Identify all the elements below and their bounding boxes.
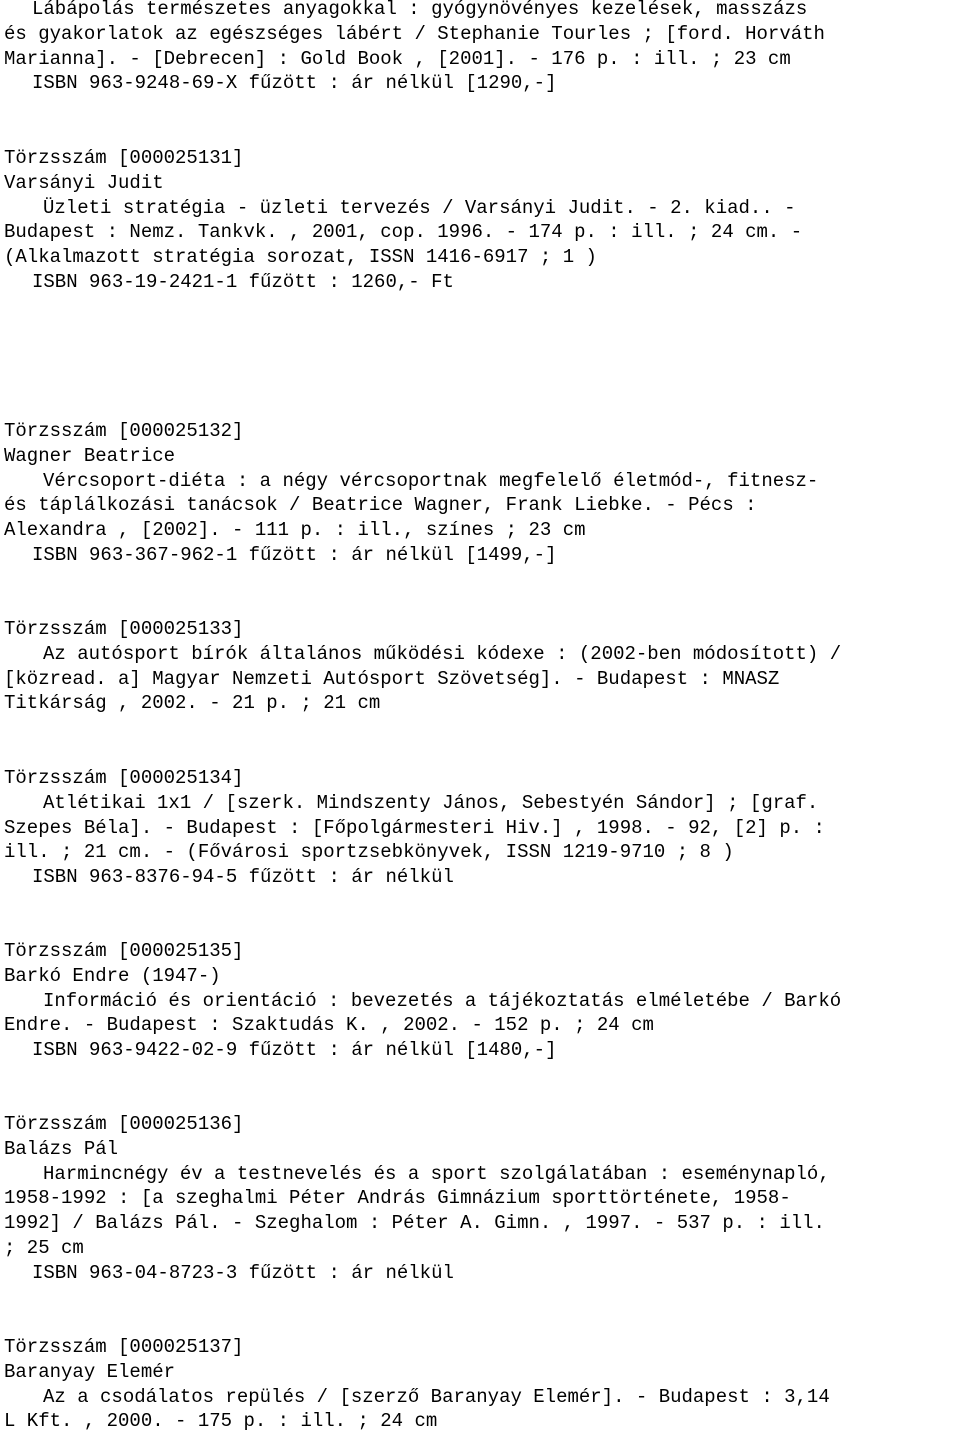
record-title-line: Az autósport bírók általános működési kódexe : (2002-ben módosított) / bbox=[43, 642, 842, 665]
record-torzsszam: Törzsszám [000025134] bbox=[4, 767, 244, 789]
record-line: és gyakorlatok az egészséges lábért / Stephanie Tourles ; [ford. Horváth bbox=[4, 22, 825, 45]
record-author: Balázs Pál bbox=[4, 1137, 119, 1160]
record-line: ill. ; 21 cm. - (Fővárosi sportzsebkönyvek, ISSN 1219-9710 ; 8 ) bbox=[4, 841, 734, 864]
record-title-line: Az a csodálatos repülés / [szerző Baranyay Elemér]. - Budapest : 3,14 bbox=[43, 1385, 830, 1408]
record-author: Barkó Endre (1947-) bbox=[4, 964, 221, 987]
catalog-record bbox=[4, 0, 960, 96]
record-title-line: Lábápolás természetes anyagokkal : gyógynövényes kezelések, masszázs bbox=[32, 0, 808, 20]
record-line: [közread. a] Magyar Nemzeti Autósport Szövetség]. - Budapest : MNASZ bbox=[4, 667, 780, 690]
record-author: Wagner Beatrice bbox=[4, 444, 176, 467]
record-torzsszam: Törzsszám [000025137] bbox=[4, 1336, 244, 1358]
record-title-line: Harmincnégy év a testnevelés és a sport szolgálatában : eseménynapló, bbox=[43, 1162, 830, 1185]
catalog-record bbox=[4, 1335, 960, 1434]
record-torzsszam: Törzsszám [000025131] bbox=[4, 147, 244, 169]
record-author: Varsányi Judit bbox=[4, 171, 164, 194]
catalog-record bbox=[4, 419, 960, 568]
catalog-record bbox=[4, 766, 960, 890]
record-line: Marianna]. - [Debrecen] : Gold Book , [2001]. - 176 p. : ill. ; 23 cm bbox=[4, 47, 791, 70]
record-line: Titkárság , 2002. - 21 p. ; 21 cm bbox=[4, 692, 381, 715]
record-isbn-line: ISBN 963-367-962-1 fűzött : ár nélkül [1499,-] bbox=[32, 543, 557, 566]
record-torzsszam: Törzsszám [000025133] bbox=[4, 618, 244, 640]
record-title-line: Atlétikai 1x1 / [szerk. Mindszenty János, Sebestyén Sándor] ; [graf. bbox=[43, 791, 819, 814]
record-isbn-line: ISBN 963-04-8723-3 fűzött : ár nélkül bbox=[32, 1261, 454, 1284]
record-line: és táplálkozási tanácsok / Beatrice Wagner, Frank Liebke. - Pécs : bbox=[4, 494, 757, 517]
record-line: Endre. - Budapest : Szaktudás K. , 2002. - 152 p. ; 24 cm bbox=[4, 1014, 654, 1037]
catalog-record bbox=[4, 146, 960, 295]
record-line: 1958-1992 : [a szeghalmi Péter András Gimnázium sporttörténete, 1958- bbox=[4, 1187, 791, 1210]
record-line: 1992] / Balázs Pál. - Szeghalom : Péter A. Gimn. , 1997. - 537 p. : ill. bbox=[4, 1212, 825, 1235]
record-title-line: Vércsoport-diéta : a négy vércsoportnak megfelelő életmód-, fitnesz- bbox=[43, 469, 819, 492]
record-title-line: Üzleti stratégia - üzleti tervezés / Varsányi Judit. - 2. kiad.. - bbox=[43, 196, 796, 219]
record-line: ; 25 cm bbox=[4, 1236, 84, 1259]
record-line: Budapest : Nemz. Tankvk. , 2001, cop. 1996. - 174 p. : ill. ; 24 cm. - bbox=[4, 221, 803, 244]
record-line: (Alkalmazott stratégia sorozat, ISSN 1416-6917 ; 1 ) bbox=[4, 246, 597, 269]
record-torzsszam: Törzsszám [000025136] bbox=[4, 1113, 244, 1135]
record-isbn-line: ISBN 963-8376-94-5 fűzött : ár nélkül bbox=[32, 866, 454, 889]
record-isbn-line: ISBN 963-19-2421-1 fűzött : 1260,- Ft bbox=[32, 270, 454, 293]
record-isbn-line: ISBN 963-9248-69-X fűzött : ár nélkül [1290,-] bbox=[32, 72, 557, 95]
record-author: Baranyay Elemér bbox=[4, 1360, 176, 1383]
record-line: Szepes Béla]. - Budapest : [Főpolgármesteri Hiv.] , 1998. - 92, [2] p. : bbox=[4, 816, 825, 839]
catalog-record bbox=[4, 1112, 960, 1286]
record-title-line: Információ és orientáció : bevezetés a tájékoztatás elméletébe / Barkó bbox=[43, 989, 842, 1012]
record-line: Alexandra , [2002]. - 111 p. : ill., színes ; 23 cm bbox=[4, 519, 586, 542]
record-torzsszam: Törzsszám [000025132] bbox=[4, 420, 244, 442]
catalog-record bbox=[4, 939, 960, 1063]
record-torzsszam: Törzsszám [000025135] bbox=[4, 940, 244, 962]
record-line: L Kft. , 2000. - 175 p. : ill. ; 24 cm bbox=[4, 1410, 438, 1433]
record-isbn-line: ISBN 963-9422-02-9 fűzött : ár nélkül [1480,-] bbox=[32, 1039, 557, 1062]
catalog-record bbox=[4, 617, 960, 716]
